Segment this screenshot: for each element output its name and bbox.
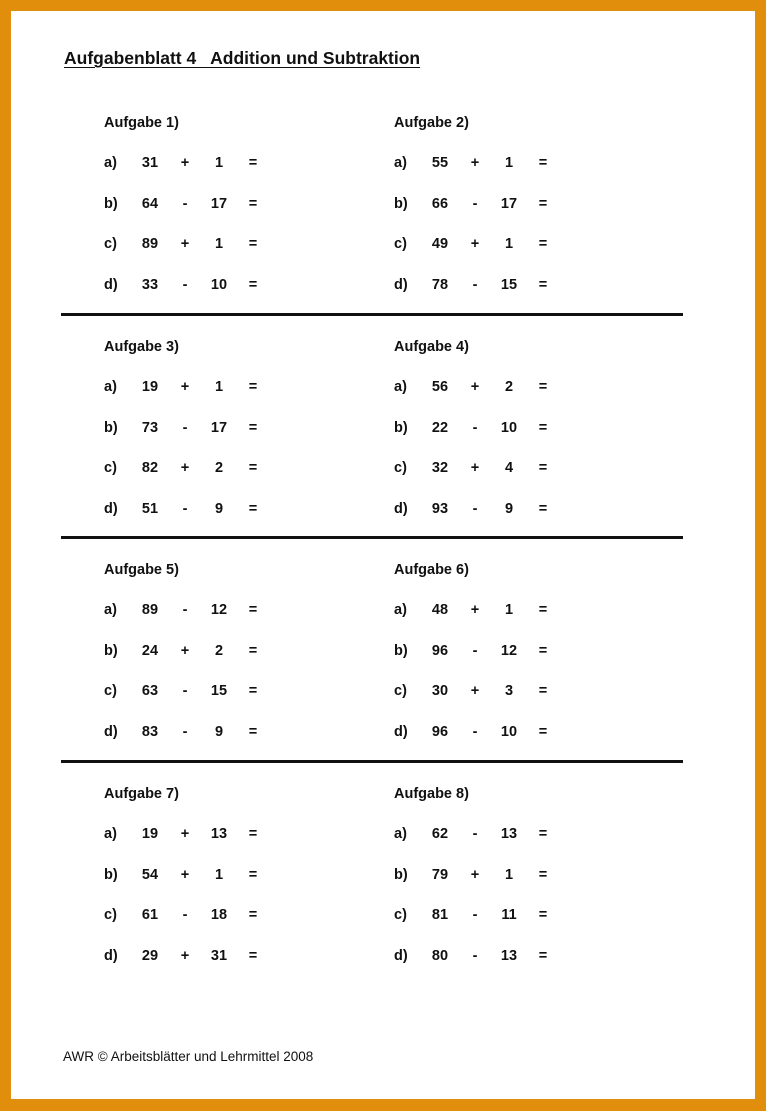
exercise-row [104,683,364,703]
exercise-label: b) [104,643,118,659]
exercise-row [104,379,364,399]
operator: + [470,155,480,171]
second-operand: 17 [210,420,228,436]
section-divider [61,760,683,763]
first-operand: 89 [141,602,159,618]
operator: - [472,826,478,842]
exercise-label: d) [104,501,118,517]
task-title: Aufgabe 6) [394,562,469,578]
first-operand: 81 [431,907,449,923]
exercise-row [394,948,654,968]
first-operand: 73 [141,420,159,436]
task-title: Aufgabe 2) [394,115,469,131]
first-operand: 79 [431,867,449,883]
exercise-row [104,643,364,663]
exercise-row [104,907,364,927]
equals-sign: = [538,643,548,659]
equals-sign: = [538,724,548,740]
exercise-row [394,277,654,297]
first-operand: 29 [141,948,159,964]
exercise-row [104,420,364,440]
task-title: Aufgabe 7) [104,786,179,802]
operator: - [182,683,188,699]
exercise-label: d) [394,501,408,517]
exercise-label: b) [104,867,118,883]
second-operand: 12 [500,643,518,659]
second-operand: 3 [504,683,514,699]
second-operand: 13 [500,948,518,964]
second-operand: 9 [504,501,514,517]
second-operand: 17 [210,196,228,212]
operator: - [182,907,188,923]
operator: - [182,420,188,436]
exercise-label: c) [104,460,117,476]
exercise-label: d) [104,724,118,740]
operator: - [472,420,478,436]
sheet-title: Aufgabenblatt 4 Addition und Subtraktion [64,48,421,68]
equals-sign: = [538,867,548,883]
operator: + [470,867,480,883]
first-operand: 64 [141,196,159,212]
exercise-row [394,420,654,440]
exercise-label: d) [104,948,118,964]
equals-sign: = [248,420,258,436]
exercise-label: a) [394,155,407,171]
first-operand: 80 [431,948,449,964]
exercise-label: a) [394,602,407,618]
exercise-label: d) [394,277,408,293]
equals-sign: = [538,948,548,964]
task-title: Aufgabe 8) [394,786,469,802]
equals-sign: = [538,907,548,923]
second-operand: 13 [210,826,228,842]
exercise-row [394,196,654,216]
first-operand: 63 [141,683,159,699]
exercise-row [394,643,654,663]
first-operand: 51 [141,501,159,517]
first-operand: 83 [141,724,159,740]
equals-sign: = [248,948,258,964]
equals-sign: = [248,683,258,699]
operator: - [472,643,478,659]
exercise-label: c) [104,236,117,252]
first-operand: 48 [431,602,449,618]
task-title: Aufgabe 5) [104,562,179,578]
exercise-label: a) [104,155,117,171]
operator: + [180,643,190,659]
second-operand: 2 [214,460,224,476]
operator: + [180,236,190,252]
operator: - [472,907,478,923]
task-title: Aufgabe 3) [104,339,179,355]
equals-sign: = [248,236,258,252]
operator: - [472,724,478,740]
operator: - [472,501,478,517]
first-operand: 24 [141,643,159,659]
second-operand: 1 [214,236,224,252]
equals-sign: = [538,501,548,517]
equals-sign: = [538,277,548,293]
task-title: Aufgabe 1) [104,115,179,131]
second-operand: 1 [504,236,514,252]
exercise-row [104,501,364,521]
equals-sign: = [538,602,548,618]
operator: - [182,724,188,740]
equals-sign: = [248,277,258,293]
operator: + [470,236,480,252]
exercise-label: c) [394,460,407,476]
equals-sign: = [538,196,548,212]
operator: - [182,501,188,517]
exercise-row [104,867,364,887]
second-operand: 10 [500,724,518,740]
first-operand: 19 [141,826,159,842]
exercise-row [394,907,654,927]
equals-sign: = [538,420,548,436]
first-operand: 54 [141,867,159,883]
operator: - [472,948,478,964]
exercise-label: b) [104,196,118,212]
exercise-label: d) [104,277,118,293]
task-title: Aufgabe 4) [394,339,469,355]
exercise-row [104,724,364,744]
second-operand: 18 [210,907,228,923]
second-operand: 10 [210,277,228,293]
operator: + [470,379,480,395]
exercise-label: d) [394,724,408,740]
exercise-label: a) [394,379,407,395]
operator: + [180,867,190,883]
exercise-row [394,155,654,175]
equals-sign: = [248,643,258,659]
second-operand: 1 [504,867,514,883]
exercise-row [394,826,654,846]
second-operand: 11 [501,907,517,923]
operator: - [182,602,188,618]
second-operand: 31 [210,948,228,964]
operator: - [472,277,478,293]
equals-sign: = [248,724,258,740]
operator: - [182,277,188,293]
first-operand: 78 [431,277,449,293]
first-operand: 93 [431,501,449,517]
section-divider [61,536,683,539]
exercise-label: c) [394,907,407,923]
equals-sign: = [538,155,548,171]
exercise-row [394,379,654,399]
exercise-row [394,501,654,521]
exercise-label: c) [104,683,117,699]
operator: + [180,948,190,964]
exercise-label: d) [394,948,408,964]
first-operand: 96 [431,724,449,740]
equals-sign: = [538,683,548,699]
exercise-row [104,236,364,256]
exercise-row [394,602,654,622]
first-operand: 31 [141,155,159,171]
equals-sign: = [538,379,548,395]
second-operand: 1 [504,155,514,171]
exercise-label: b) [394,420,408,436]
second-operand: 9 [214,501,224,517]
exercise-label: c) [394,683,407,699]
second-operand: 2 [214,643,224,659]
second-operand: 9 [214,724,224,740]
worksheet-page [11,11,755,1099]
equals-sign: = [248,196,258,212]
exercise-label: b) [394,867,408,883]
exercise-label: a) [104,379,117,395]
exercise-label: b) [394,196,408,212]
operator: + [180,826,190,842]
operator: + [470,460,480,476]
equals-sign: = [248,379,258,395]
second-operand: 1 [214,867,224,883]
exercise-label: a) [394,826,407,842]
exercise-row [104,602,364,622]
exercise-label: b) [394,643,408,659]
operator: + [180,460,190,476]
operator: + [470,683,480,699]
copyright-footer: AWR © Arbeitsblätter und Lehrmittel 2008 [63,1049,314,1064]
section-divider [61,313,683,316]
second-operand: 1 [214,379,224,395]
first-operand: 82 [141,460,159,476]
second-operand: 12 [210,602,228,618]
second-operand: 13 [500,826,518,842]
exercise-row [104,826,364,846]
first-operand: 49 [431,236,449,252]
operator: - [182,196,188,212]
exercise-label: a) [104,602,117,618]
first-operand: 66 [431,196,449,212]
first-operand: 96 [431,643,449,659]
exercise-row [394,460,654,480]
first-operand: 55 [431,155,449,171]
first-operand: 89 [141,236,159,252]
exercise-row [104,948,364,968]
exercise-label: b) [104,420,118,436]
second-operand: 15 [210,683,228,699]
second-operand: 1 [214,155,224,171]
equals-sign: = [248,155,258,171]
second-operand: 17 [500,196,518,212]
exercise-label: c) [394,236,407,252]
equals-sign: = [248,826,258,842]
equals-sign: = [248,907,258,923]
second-operand: 15 [500,277,518,293]
operator: + [470,602,480,618]
operator: - [472,196,478,212]
first-operand: 22 [431,420,449,436]
second-operand: 4 [504,460,514,476]
equals-sign: = [248,602,258,618]
exercise-label: a) [104,826,117,842]
equals-sign: = [248,867,258,883]
second-operand: 2 [504,379,514,395]
equals-sign: = [538,460,548,476]
exercise-row [104,460,364,480]
equals-sign: = [248,460,258,476]
first-operand: 19 [141,379,159,395]
exercise-row [394,867,654,887]
exercise-row [104,277,364,297]
operator: + [180,379,190,395]
equals-sign: = [538,236,548,252]
first-operand: 61 [141,907,159,923]
exercise-row [394,683,654,703]
first-operand: 33 [141,277,159,293]
first-operand: 62 [431,826,449,842]
exercise-row [394,724,654,744]
first-operand: 32 [431,460,449,476]
second-operand: 10 [500,420,518,436]
equals-sign: = [248,501,258,517]
first-operand: 56 [431,379,449,395]
exercise-label: c) [104,907,117,923]
equals-sign: = [538,826,548,842]
second-operand: 1 [504,602,514,618]
exercise-row [104,196,364,216]
exercise-row [394,236,654,256]
first-operand: 30 [431,683,449,699]
exercise-row [104,155,364,175]
operator: + [180,155,190,171]
